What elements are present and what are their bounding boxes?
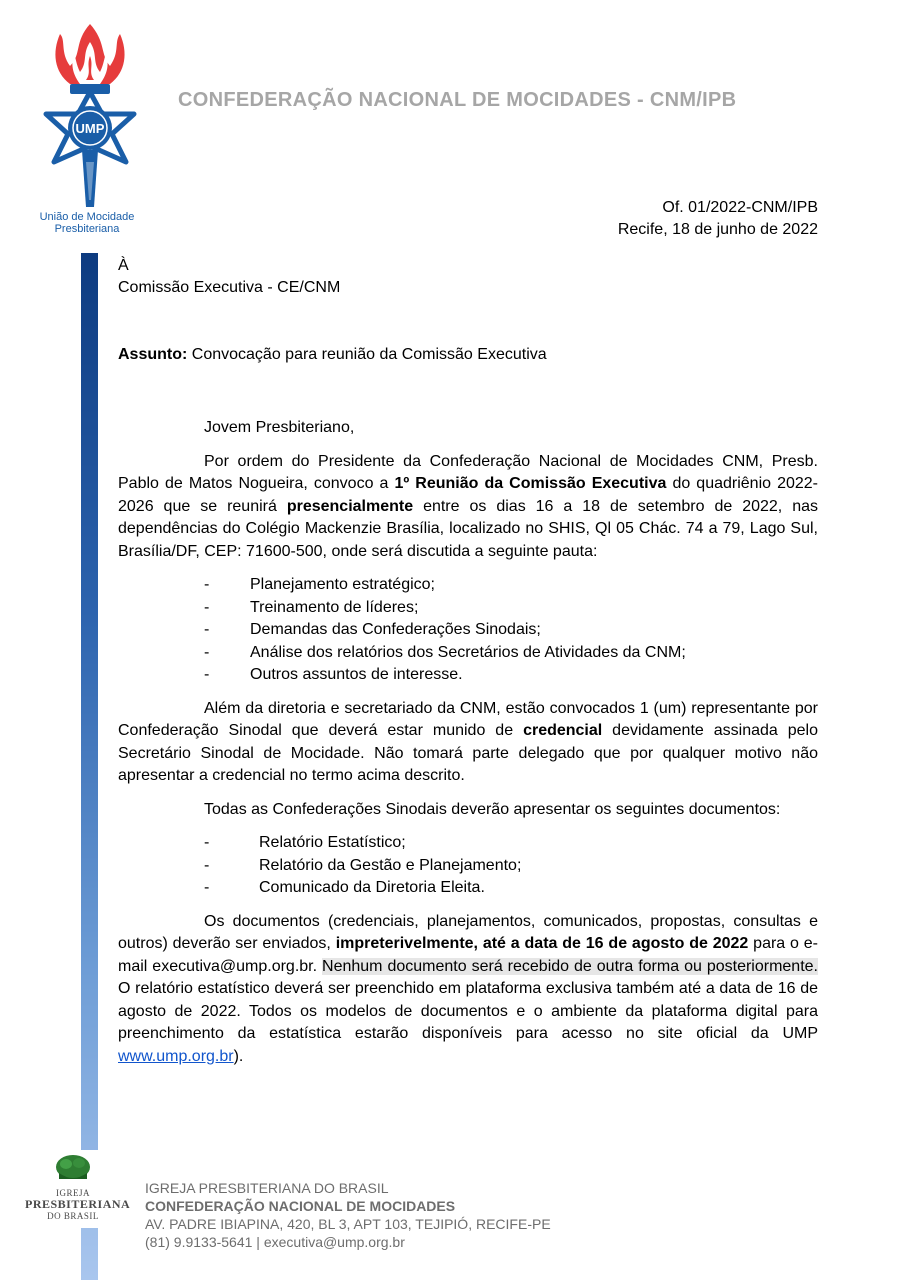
footer-line4: (81) 9.9133-5641 | executiva@ump.org.br	[145, 1234, 405, 1250]
list-item: - Relatório da Gestão e Planejamento;	[204, 856, 522, 874]
p4-deadline: impreterivelmente, até a data de 16 de agosto de 2022	[335, 935, 749, 952]
subject-label: Assunto:	[118, 346, 188, 363]
letterhead-title: CONFEDERAÇÃO NACIONAL DE MOCIDADES - CNM/IPB	[178, 89, 737, 111]
list-item: - Demandas das Confederações Sinodais;	[204, 621, 541, 638]
list-item: - Treinamento de líderes;	[204, 598, 419, 616]
list-item: - Outros assuntos de interesse.	[204, 666, 463, 683]
p4-text-f: ).	[233, 1047, 244, 1065]
logo-text: UMP	[75, 121, 105, 136]
ump-logo-icon	[30, 22, 150, 237]
decorative-side-bar	[81, 253, 98, 1280]
document-item: Comunicado da Diretoria Eleita.	[259, 879, 485, 896]
agenda-item: Demandas das Confederações Sinodais;	[250, 621, 541, 638]
p4-text-a: Os documentos (credenciais, planejamentos, comunicados, propostas, consultas e outros) deverão ser enviados,	[118, 912, 818, 952]
list-item: - Relatório Estatístico;	[204, 834, 406, 851]
subject-text: Convocação para reunião da Comissão Executiva	[187, 346, 547, 363]
footer-contact	[145, 1179, 551, 1251]
website-link[interactable]: www.ump.org.br	[118, 1047, 234, 1065]
p1-text-c: do quadriênio 2022-2026 que se reunirá	[118, 475, 819, 515]
agenda-item: Treinamento de líderes;	[250, 598, 419, 616]
agenda-item: Outros assuntos de interesse.	[250, 666, 463, 683]
agenda-item: Planejamento estratégico;	[250, 576, 435, 593]
p1-text-a: Por ordem do Presidente da Confederação Nacional de Mocidades CNM, Presb. Pablo de Matos Nogueira, convoco a	[118, 452, 818, 492]
paragraph-representatives	[118, 698, 818, 788]
list-item: - Comunicado da Diretoria Eleita.	[204, 879, 485, 896]
p1-presencial: presencialmente	[286, 497, 414, 515]
logo-caption	[26, 211, 148, 235]
logo-caption-line1: União de Mocidade	[39, 211, 135, 223]
place-date: Recife, 18 de junho de 2022	[617, 221, 818, 238]
p4-text-e: O relatório estatístico deverá ser preenchido em plataforma exclusiva também até a data de 16 de agosto de 2022. Todos os modelos de documentos e o ambiente da plataforma digital para preenchimento da estatística estarão disponíveis para acesso no site oficial da UMP	[118, 980, 818, 1042]
agenda-list	[118, 574, 818, 687]
logo-caption-line2: Presbiteriana	[54, 223, 120, 235]
ipb-logo-line2: PRESBITERIANA	[25, 1197, 131, 1211]
ipb-logo-line1: IGREJA	[56, 1188, 90, 1198]
subject-line	[118, 346, 547, 364]
document-item: Relatório Estatístico;	[259, 834, 406, 851]
paragraph-documents: Todas as Confederações Sinodais deverão apresentar os seguintes documentos:	[204, 800, 781, 818]
greeting: Jovem Presbiteriano,	[204, 419, 355, 436]
p1-meeting-name: 1º Reunião da Comissão Executiva	[394, 475, 667, 492]
paragraph-deadline	[118, 911, 818, 1069]
letter-body	[118, 417, 818, 1068]
ipb-logo	[25, 1153, 131, 1221]
list-item: - Análise dos relatórios dos Secretários de Atividades da CNM;	[204, 643, 686, 661]
paragraph-convocation	[118, 451, 818, 564]
p4-text-c: para o e-mail executiva@ump.org.br.	[118, 935, 818, 975]
document-item: Relatório da Gestão e Planejamento;	[259, 856, 522, 874]
footer-line3: AV. PADRE IBIAPINA, 420, BL 3, APT 103, TEJIPIÓ, RECIFE-PE	[145, 1216, 551, 1232]
ipb-logo-line3: DO BRASIL	[47, 1211, 99, 1221]
footer-line2: CONFEDERAÇÃO NACIONAL DE MOCIDADES	[145, 1198, 456, 1214]
p4-highlight: Nenhum documento será recebido de outra forma ou posteriormente.	[322, 957, 818, 975]
p1-text-e: entre os dias 16 a 18 de setembro de 2022, nas dependências do Colégio Mackenzie Brasília, localizado no SHIS, Ql 05 Chác. 74 a 79, Lago Sul, Brasília/DF, CEP: 71600-500, onde será discutida a seguinte pauta:	[118, 497, 818, 560]
addressee-name: Comissão Executiva - CE/CNM	[118, 279, 341, 296]
documents-list	[118, 832, 818, 900]
p2-text-a: Além da diretoria e secretariado da CNM, estão convocados 1 (um) representante por Confederação Sinodal que deverá estar munido de	[118, 699, 818, 739]
document-number: Of. 01/2022-CNM/IPB	[662, 199, 818, 216]
bush-icon	[53, 1153, 93, 1183]
addressee-to: À	[118, 257, 129, 274]
agenda-item: Análise dos relatórios dos Secretários de Atividades da CNM;	[250, 643, 686, 661]
p2-text-c: devidamente assinada pelo Secretário Sinodal de Mocidade. Não tomará parte delegado que por qualquer motivo não apresentar a credencial no termo acima descrito.	[118, 722, 819, 784]
list-item: - Planejamento estratégico;	[204, 576, 435, 593]
footer-line1: IGREJA PRESBITERIANA DO BRASIL	[145, 1180, 389, 1196]
p2-credential: credencial	[523, 722, 603, 739]
document-reference	[618, 197, 818, 241]
addressee-block	[118, 255, 340, 299]
